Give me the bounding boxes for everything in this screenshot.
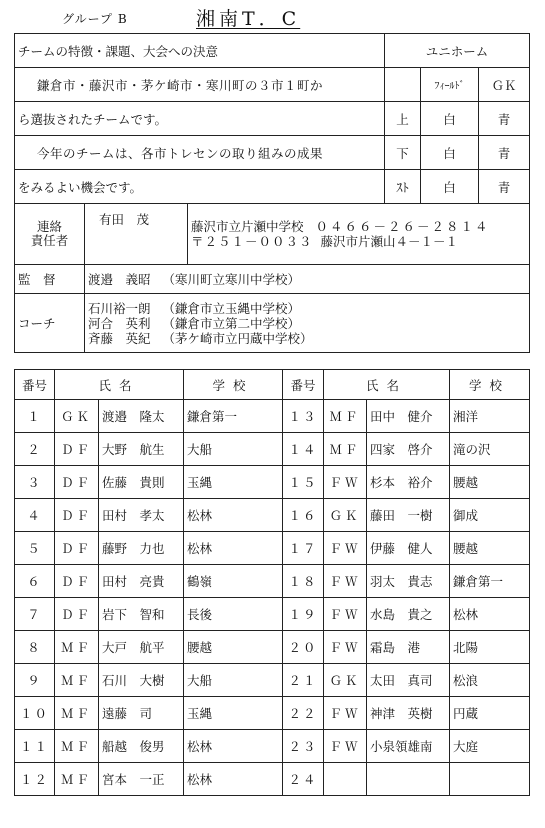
roster-body: [15, 400, 530, 796]
player-name: 佐藤 貴則: [99, 466, 184, 499]
player-school: 松浪: [450, 664, 530, 697]
features-line: 鎌倉市・藤沢市・茅ケ崎市・寒川町の３市１町か: [15, 68, 385, 102]
player-name: 田村 孝太: [99, 499, 184, 532]
table-row: [15, 763, 530, 796]
player-position: ＤＦ: [55, 499, 99, 532]
table-row: [15, 565, 530, 598]
player-name: 四家 啓介: [367, 433, 450, 466]
player-name: 神津 英樹: [367, 697, 450, 730]
header-name: 氏名: [55, 370, 184, 400]
contact-name: 有田 茂: [85, 204, 188, 265]
contact-details: [188, 204, 530, 265]
table-row: [15, 598, 530, 631]
uniform-gk-color: 青: [479, 102, 530, 136]
header-school: 学校: [450, 370, 530, 400]
player-position: ＤＦ: [55, 466, 99, 499]
player-number: ２２: [283, 697, 324, 730]
player-number: ４: [15, 499, 55, 532]
uniform-field-header: ﾌｨｰﾙﾄﾞ: [421, 68, 479, 102]
player-number: ２: [15, 433, 55, 466]
uniform-row-label: 上: [385, 102, 421, 136]
player-name: 遠藤 司: [99, 697, 184, 730]
director-info: [85, 265, 530, 294]
player-school: 大庭: [450, 730, 530, 763]
table-row: [15, 433, 530, 466]
roster-header-row: [15, 370, 530, 400]
player-position: ＦＷ: [324, 598, 367, 631]
table-row: [15, 697, 530, 730]
uniform-gk-color: 青: [479, 136, 530, 170]
coach-name: 河合 英利: [88, 315, 151, 331]
player-school: 大船: [184, 664, 283, 697]
player-position: ＦＷ: [324, 565, 367, 598]
player-name: 羽太 貴志: [367, 565, 450, 598]
player-number: ２１: [283, 664, 324, 697]
player-position: ＦＷ: [324, 532, 367, 565]
player-name: 大戸 航平: [99, 631, 184, 664]
player-position: ＧＫ: [324, 664, 367, 697]
player-school: 松林: [184, 499, 283, 532]
player-name: 太田 真司: [367, 664, 450, 697]
player-school: 鶴嶺: [184, 565, 283, 598]
group-label: グループ B: [62, 12, 128, 26]
coach-name: 石川裕一朗: [88, 300, 151, 316]
player-position: ＦＷ: [324, 730, 367, 763]
contact-label: [15, 204, 85, 265]
coach-school: （鎌倉市立第二中学校）: [162, 315, 300, 331]
player-school: 腰越: [450, 532, 530, 565]
player-position: ＤＦ: [55, 598, 99, 631]
player-name: 渡邉 隆太: [99, 400, 184, 433]
table-row: [15, 532, 530, 565]
uniform-field-color: 白: [421, 170, 479, 204]
player-position: ＧＫ: [55, 400, 99, 433]
player-position: ＭＦ: [324, 400, 367, 433]
header-number: 番号: [15, 370, 55, 400]
player-school: 湘洋: [450, 400, 530, 433]
player-number: １６: [283, 499, 324, 532]
header-number: 番号: [283, 370, 324, 400]
director-label: 監 督: [15, 265, 85, 294]
player-number: １: [15, 400, 55, 433]
player-school: 円蔵: [450, 697, 530, 730]
player-school: 松林: [184, 730, 283, 763]
table-row: [15, 400, 530, 433]
player-school: 北陽: [450, 631, 530, 664]
player-number: ９: [15, 664, 55, 697]
uniform-field-color: 白: [421, 136, 479, 170]
player-number: １５: [283, 466, 324, 499]
player-number: ８: [15, 631, 55, 664]
header-name: 氏名: [324, 370, 450, 400]
player-name: 宮本 一正: [99, 763, 184, 796]
player-position: ＤＦ: [55, 565, 99, 598]
features-line: をみるよい機会です。: [15, 170, 385, 204]
player-position: ＧＫ: [324, 499, 367, 532]
header-school: 学校: [184, 370, 283, 400]
player-number: ３: [15, 466, 55, 499]
player-position: ＦＷ: [324, 466, 367, 499]
table-row: [15, 631, 530, 664]
player-number: １２: [15, 763, 55, 796]
coach-entry: [88, 301, 526, 316]
uniform-gk-color: 青: [479, 170, 530, 204]
player-position: ＤＦ: [55, 532, 99, 565]
player-number: １１: [15, 730, 55, 763]
player-number: ５: [15, 532, 55, 565]
coach-entry: [88, 331, 526, 346]
player-number: １３: [283, 400, 324, 433]
player-name: 田中 健介: [367, 400, 450, 433]
player-school: 松林: [184, 532, 283, 565]
player-position: ＦＷ: [324, 631, 367, 664]
features-uniform-box: [14, 33, 530, 204]
contact-postal: 〒２５１－００３３: [191, 234, 313, 249]
contact-school: 藤沢市立片瀬中学校: [191, 219, 304, 234]
contact-phone: ０４６６－２６－２８１４: [315, 219, 490, 234]
player-number: ２３: [283, 730, 324, 763]
team-name: 湘南T．C: [196, 8, 301, 30]
features-line: ら選抜されたチームです。: [15, 102, 385, 136]
table-row: [15, 664, 530, 697]
player-name: 小泉領雄南: [367, 730, 450, 763]
player-school: 鎌倉第一: [184, 400, 283, 433]
uniform-row-label: ｽﾄ: [385, 170, 421, 204]
coach-name: 斉藤 英紀: [88, 330, 151, 346]
uniform-row-label: 下: [385, 136, 421, 170]
player-name: 伊藤 健人: [367, 532, 450, 565]
uniform-field-color: 白: [421, 102, 479, 136]
player-name: 石川 大樹: [99, 664, 184, 697]
player-name: 藤田 一樹: [367, 499, 450, 532]
player-name: 岩下 智和: [99, 598, 184, 631]
player-name: [367, 763, 450, 796]
player-school: 大船: [184, 433, 283, 466]
director-school: （寒川町立寒川中学校）: [162, 272, 300, 287]
player-position: ＭＦ: [324, 433, 367, 466]
player-name: 船越 俊男: [99, 730, 184, 763]
player-name: 田村 亮貴: [99, 565, 184, 598]
player-school: 御成: [450, 499, 530, 532]
player-school: 松林: [184, 763, 283, 796]
player-name: 杉本 裕介: [367, 466, 450, 499]
player-position: [324, 763, 367, 796]
uniform-gk-header: ＧＫ: [479, 68, 530, 102]
uniform-title: ユニホーム: [385, 34, 530, 68]
player-number: ７: [15, 598, 55, 631]
player-position: ＤＦ: [55, 433, 99, 466]
player-school: 松林: [450, 598, 530, 631]
player-name: 大野 航生: [99, 433, 184, 466]
coach-label: コーチ: [15, 294, 85, 353]
features-title: チームの特徴・課題、大会への決意: [15, 34, 385, 68]
player-number: １４: [283, 433, 324, 466]
coach-list: [85, 294, 530, 353]
features-line: 今年のチームは、各市トレセンの取り組みの成果: [15, 136, 385, 170]
player-number: ２０: [283, 631, 324, 664]
staff-box: [14, 203, 530, 353]
player-number: １９: [283, 598, 324, 631]
contact-label-line: 連絡: [36, 219, 62, 234]
table-row: [15, 466, 530, 499]
player-school: 腰越: [184, 631, 283, 664]
player-school: 玉縄: [184, 697, 283, 730]
player-position: ＭＦ: [55, 763, 99, 796]
player-number: １０: [15, 697, 55, 730]
player-school: 玉縄: [184, 466, 283, 499]
player-school: 腰越: [450, 466, 530, 499]
roster-table: [14, 369, 530, 796]
director-name: 渡邉 義昭: [88, 272, 151, 287]
player-position: ＭＦ: [55, 697, 99, 730]
player-position: ＭＦ: [55, 631, 99, 664]
player-number: １７: [283, 532, 324, 565]
player-school: 鎌倉第一: [450, 565, 530, 598]
coach-entry: [88, 316, 526, 331]
player-position: ＭＦ: [55, 730, 99, 763]
player-name: 霜島 港: [367, 631, 450, 664]
contact-address: 藤沢市片瀬山４－１－１: [320, 234, 458, 249]
player-number: ２４: [283, 763, 324, 796]
coach-school: （鎌倉市立玉縄中学校）: [162, 300, 300, 316]
player-number: ６: [15, 565, 55, 598]
player-school: 長後: [184, 598, 283, 631]
player-position: ＭＦ: [55, 664, 99, 697]
contact-label-line: 責任者: [30, 233, 69, 248]
player-name: 水島 貴之: [367, 598, 450, 631]
coach-school: （茅ケ崎市立円蔵中学校）: [162, 330, 313, 346]
uniform-corner-cell: [385, 68, 421, 102]
table-row: [15, 730, 530, 763]
player-position: ＦＷ: [324, 697, 367, 730]
player-number: １８: [283, 565, 324, 598]
player-name: 藤野 力也: [99, 532, 184, 565]
player-school: 滝の沢: [450, 433, 530, 466]
player-school: [450, 763, 530, 796]
table-row: [15, 499, 530, 532]
